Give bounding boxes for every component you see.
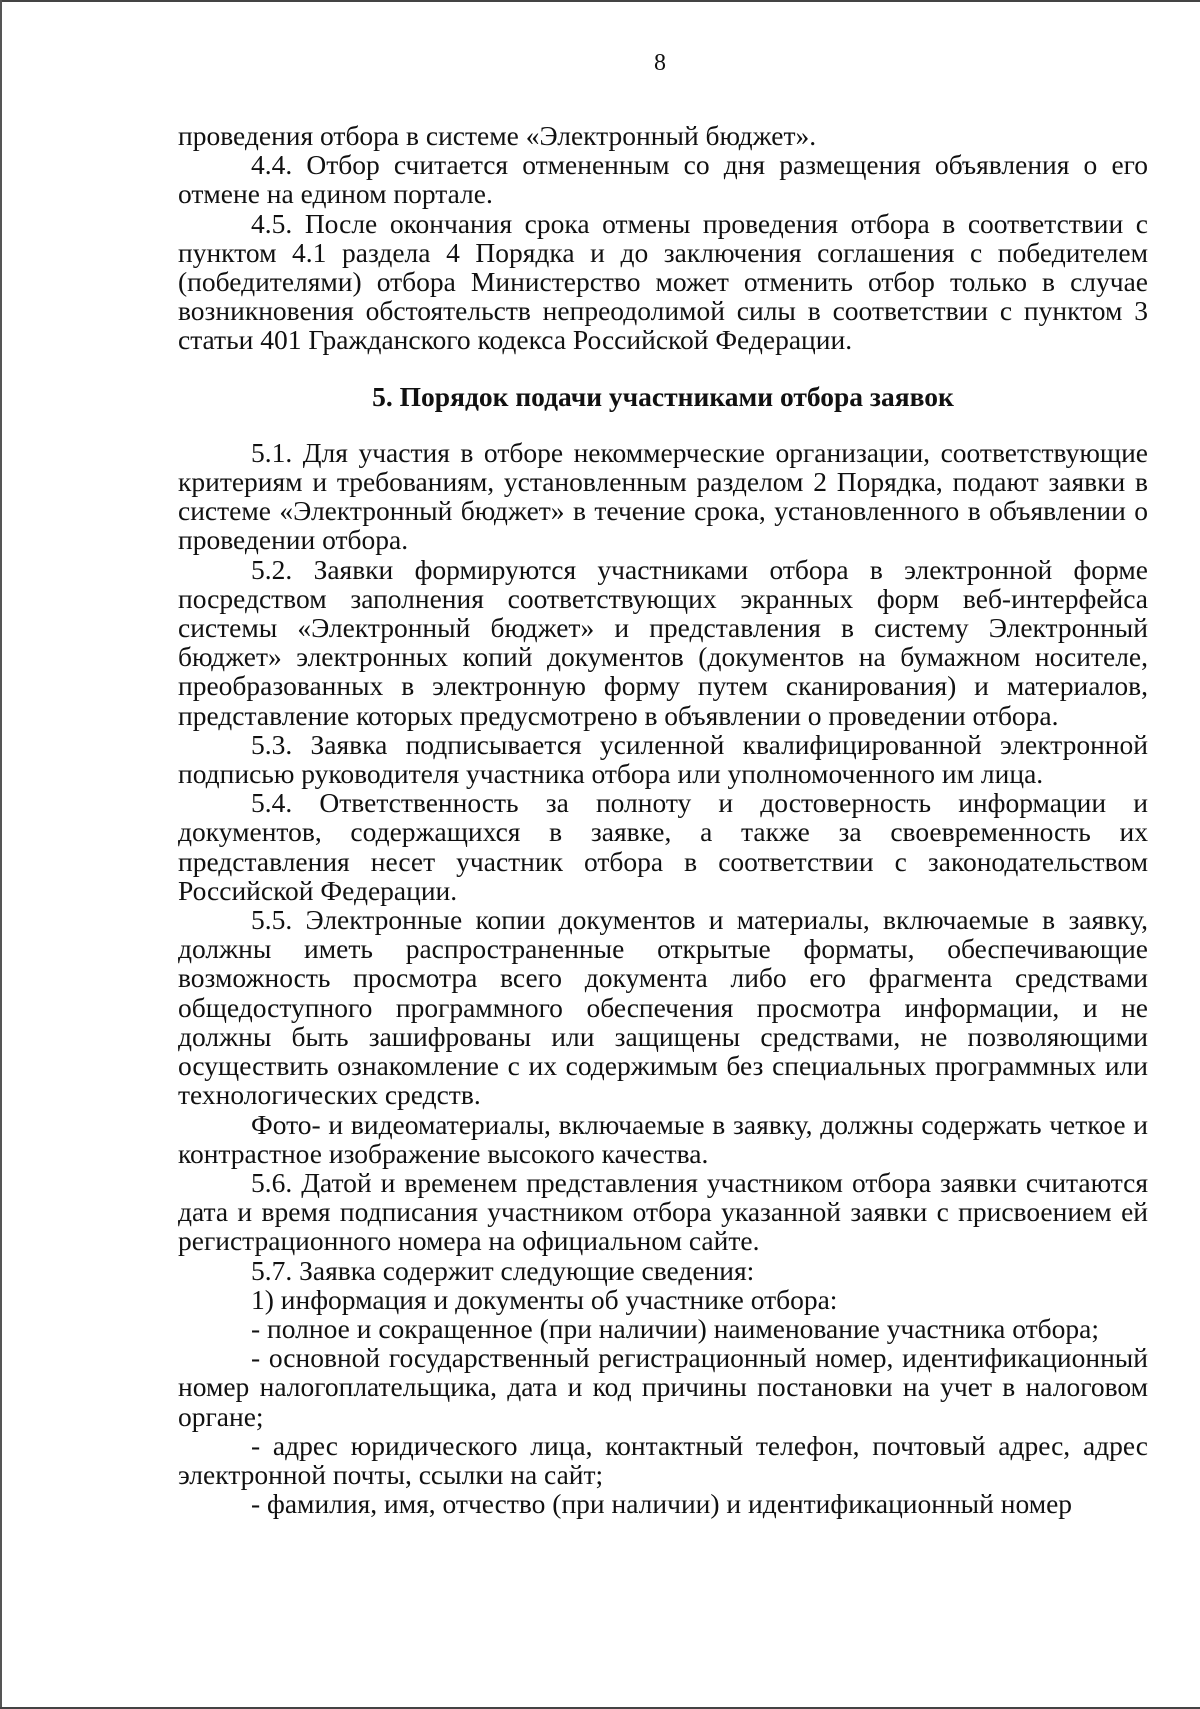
list-item-fio: - фамилия, имя, отчество (при наличии) и идентификационный номер	[251, 1488, 1073, 1520]
scan-edge-left	[0, 0, 2, 1709]
scan-edge-top	[0, 0, 1200, 2]
document-body	[178, 121, 1148, 1518]
paragraph-4-5: 4.5. После окончания срока отмены проведения отбора в соответствии с пунктом 4.1 раздела 4 Порядка и до заключения соглашения с победителем (победителями) отбора Министерство может отменить отбор только в случае возникновения обстоятельств непреодолимой силы в соответствии с пунктом 3 статьи 401 Гражданского кодекса Российской Федерации.	[178, 207, 1148, 356]
paragraph-5-4: 5.4. Ответственность за полноту и достоверность информации и документов, содержащихся в заявке, а также за своевременность их представления несет участник отбора в соответствии с законодательством Российской Федерации.	[178, 787, 1148, 906]
paragraph-media: Фото- и видеоматериалы, включаемые в заявку, должны содержать четкое и контрастное изображение высокого качества.	[178, 1108, 1148, 1169]
page-number: 8	[654, 50, 666, 76]
section-heading: 5. Порядок подачи участниками отбора заявок	[372, 380, 954, 412]
list-item-1: 1) информация и документы об участнике отбора:	[251, 1283, 838, 1315]
paragraph-5-7: 5.7. Заявка содержит следующие сведения:	[251, 1254, 755, 1286]
paragraph-4-4: 4.4. Отбор считается отмененным со дня размещения объявления о его отмене на едином портале.	[178, 149, 1148, 210]
paragraph-5-6: 5.6. Датой и временем представления участником отбора заявки считаются дата и время подписания участником отбора указанной заявки с присвоением ей регистрационного номера на официальном сайте.	[178, 1166, 1148, 1257]
list-item-name: - полное и сокращенное (при наличии) наименование участника отбора;	[251, 1312, 1099, 1344]
paragraph-continuation: проведения отбора в системе «Электронный бюджет».	[178, 120, 817, 151]
paragraph-5-3: 5.3. Заявка подписывается усиленной квалифицированной электронной подписью руководителя участника отбора или уполномоченного им лица.	[178, 728, 1148, 790]
list-item-address: - адрес юридического лица, контактный телефон, почтовый адрес, адрес электронной почты, ссылки на сайт;	[178, 1429, 1148, 1490]
paragraph-5-1: 5.1. Для участия в отборе некоммерческие организации, соответствующие критериям и требованиям, установленным разделом 2 Порядка, подают заявки в системе «Электронный бюджет» в течение срока, установленного в объявлении о проведении отбора.	[178, 436, 1148, 556]
paragraph-5-5: 5.5. Электронные копии документов и материалы, включаемые в заявку, должны иметь распространенные открытые форматы, обеспечивающие возможность просмотра всего документа либо его фрагмента средствами общедоступного программного обеспечения просмотра информации, и не должны быть зашифрованы или защищены средствами, не позволяющими осуществить ознакомление с их содержимым без специальных программных или технологических средств.	[178, 904, 1148, 1111]
paragraph-5-2: 5.2. Заявки формируются участниками отбора в электронной форме посредством заполнения соответствующих экранных форм веб-интерфейса системы «Электронный бюджет» и представления в систему Электронный бюджет» электронных копий документов (документов на бумажном носителе, преобразованных в электронную форму путем сканирования) и материалов, представление которых предусмотрено в объявлении о проведении отбора.	[178, 553, 1148, 731]
list-item-registration: - основной государственный регистрационный номер, идентификационный номер налогоплательщика, дата и код причины постановки на учет в налоговом органе;	[178, 1342, 1148, 1432]
